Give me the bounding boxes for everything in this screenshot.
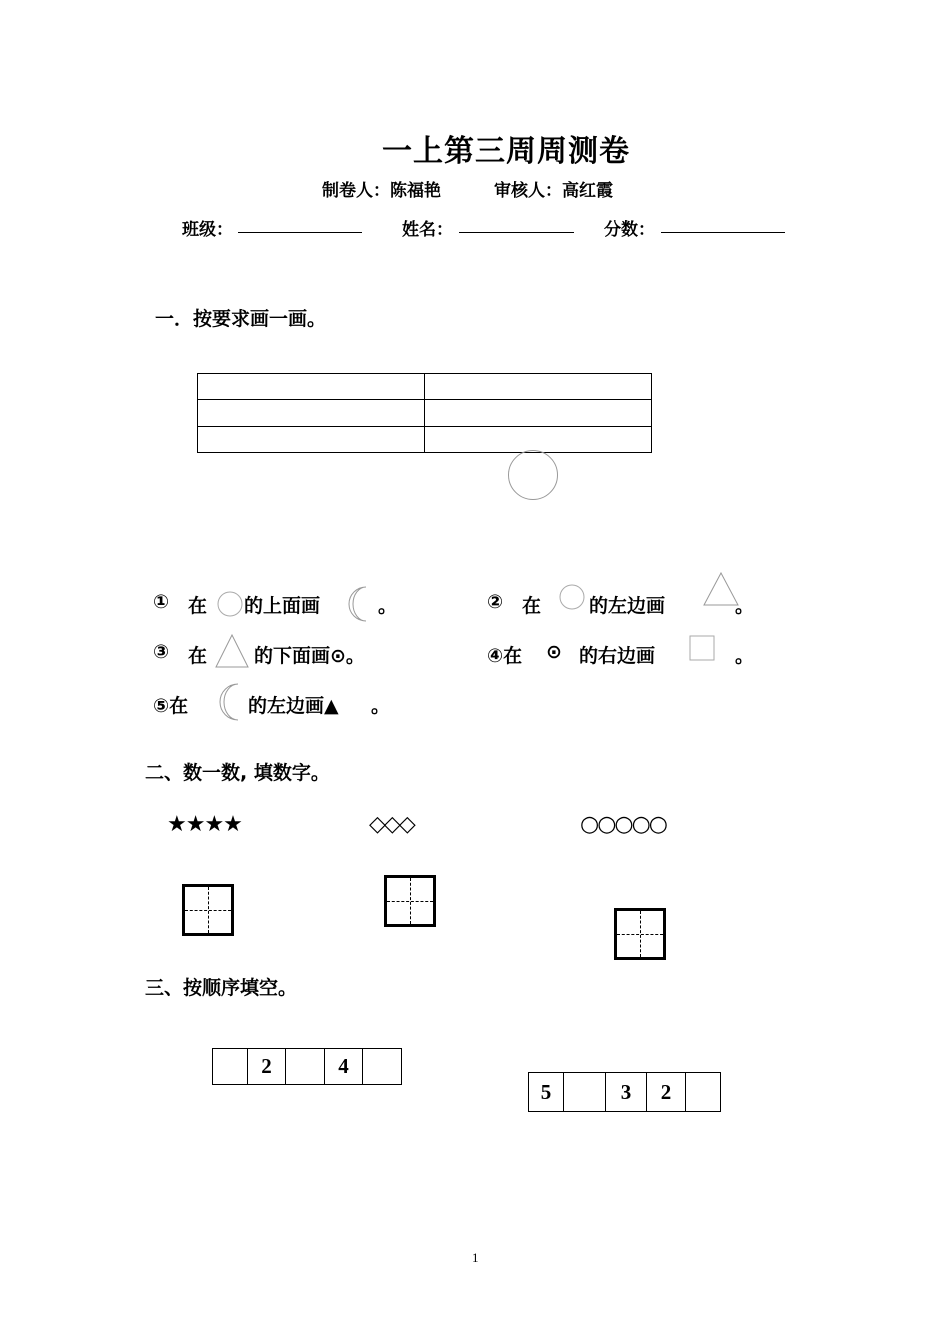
q5-mid: 的左边画▲: [248, 695, 339, 717]
sequence-cell[interactable]: [363, 1049, 402, 1085]
q3-mid: 的下面画⊙。: [254, 645, 365, 667]
q2-mid: 的左边画: [589, 595, 666, 617]
sequence-cell: 2: [647, 1073, 686, 1112]
grid-cell[interactable]: [425, 374, 652, 400]
q4-end: 。: [735, 645, 755, 667]
page-title: 一上第三周周测卷: [382, 134, 630, 169]
circle-icon: [558, 583, 586, 611]
q4-mid: 的右边画: [579, 645, 656, 667]
square-icon: [688, 634, 716, 662]
answer-box-circles[interactable]: [614, 908, 666, 960]
q2-pre: 在: [522, 595, 542, 617]
answer-box-diamonds[interactable]: [384, 875, 436, 927]
sequence-cell[interactable]: [564, 1073, 606, 1112]
q4-symbol: ⊙: [546, 641, 562, 663]
answer-box-stars[interactable]: [182, 884, 234, 936]
grid-cell[interactable]: [198, 426, 425, 452]
q1-pre: 在: [188, 595, 208, 617]
class-label: 班级：: [182, 220, 233, 240]
grid-cell[interactable]: [198, 400, 425, 426]
circle-icon: [216, 590, 244, 618]
sequence-row-2: [528, 1072, 721, 1112]
crescent-moon-icon: [212, 682, 246, 722]
circle-shape: [507, 449, 559, 501]
q1-mid: 的上面画: [244, 595, 321, 617]
score-field[interactable]: [661, 232, 785, 233]
section1-heading: 一．按要求画一画。: [155, 308, 327, 330]
sequence-cell: 3: [606, 1073, 647, 1112]
sequence-cell[interactable]: [686, 1073, 721, 1112]
q5-num: ⑤在: [153, 695, 189, 717]
circles-group: ○○○○○: [580, 812, 666, 837]
name-field[interactable]: [459, 232, 574, 233]
section2-heading: 二、数一数, 填数字。: [145, 762, 330, 784]
grid-cell[interactable]: [425, 400, 652, 426]
page-number: 1: [472, 1250, 479, 1265]
name-label: 姓名：: [402, 220, 453, 240]
sequence-cell: 4: [325, 1049, 363, 1085]
stars-group: ★★★★: [167, 812, 242, 837]
sequence-cell[interactable]: [286, 1049, 325, 1085]
reviewer-label: 审核人：高红霞: [494, 181, 613, 201]
triangle-icon: [214, 633, 250, 669]
q4-num: ④在: [487, 645, 523, 667]
sequence-cell[interactable]: [213, 1049, 248, 1085]
drawing-grid[interactable]: [197, 373, 652, 453]
q3-pre: 在: [188, 645, 208, 667]
sequence-row-1: [212, 1048, 402, 1085]
diamonds-group: ◇◇◇: [369, 812, 414, 837]
sequence-cell: 5: [529, 1073, 564, 1112]
sequence-cell: 2: [248, 1049, 286, 1085]
q5-end: 。: [371, 695, 391, 717]
crescent-moon-icon: [342, 585, 376, 623]
q2-end: 。: [735, 595, 755, 617]
maker-label: 制卷人：陈福艳: [322, 181, 441, 201]
class-field[interactable]: [238, 232, 362, 233]
section3-heading: 三、按顺序填空。: [145, 977, 298, 999]
q2-num: ②: [487, 591, 504, 613]
q3-num: ③: [153, 641, 170, 663]
q1-num: ①: [153, 591, 170, 613]
grid-cell[interactable]: [198, 374, 425, 400]
score-label: 分数：: [604, 220, 655, 240]
q1-end: 。: [378, 595, 398, 617]
